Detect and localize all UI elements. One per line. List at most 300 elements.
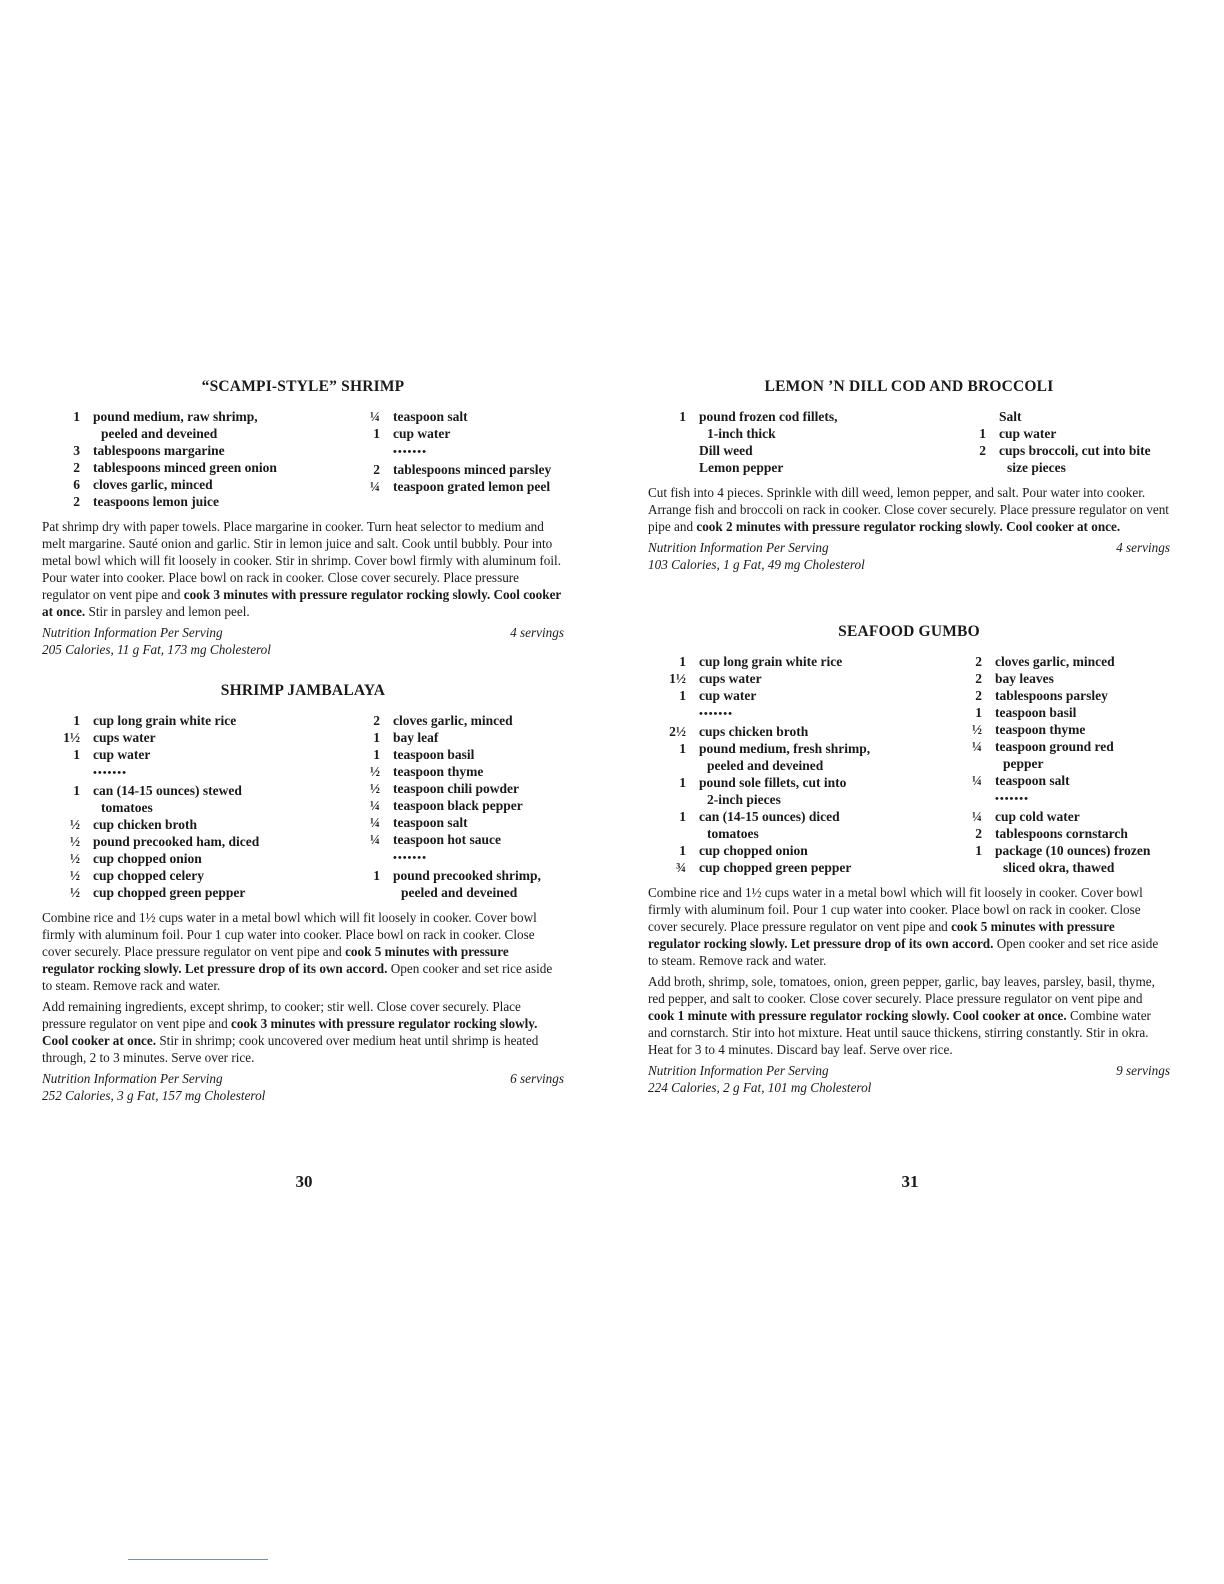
directions-emphasis: cook 5 minutes with pressure regulator rocking slowly. Let pressure drop of its own accord.	[42, 944, 509, 976]
ingredient-text: package (10 ounces) frozen	[995, 843, 1151, 858]
directions-emphasis: cook 3 minutes with pressure regulator rocking slowly. Cool cooker at once.	[42, 587, 562, 619]
ingredient-quantity: 1	[975, 843, 982, 858]
ingredient-quantity: 1	[979, 426, 986, 441]
directions-text: Cut fish into 4 pieces. Sprinkle with dill weed, lemon pepper, and salt. Pour water into cooker. Arrange fish and broccoli on rack in cooker. Close cover securely. Place pressure regulator on vent pipe and	[648, 485, 1169, 534]
servings: 6 servings	[510, 1071, 564, 1086]
ingredient-quantity: 2	[975, 671, 982, 686]
ingredient-name	[93, 833, 342, 850]
ingredient-quantity: 2	[73, 460, 80, 475]
ingredient-name	[93, 850, 342, 867]
ingredient-item	[648, 774, 944, 808]
ingredient-name	[699, 687, 944, 704]
ingredient-text: teaspoon thyme	[393, 764, 484, 779]
ingredient-quantity: 1	[679, 688, 686, 703]
recipe-title: SHRIMP JAMBALAYA	[220, 682, 386, 699]
nutrition-values: 224 Calories, 2 g Fat, 101 mg Cholesterol	[648, 1080, 872, 1095]
servings: 9 servings	[1116, 1063, 1170, 1078]
ingredient-name	[995, 653, 1170, 670]
ingredient-column	[42, 408, 342, 510]
ingredient-item	[342, 408, 564, 425]
ingredient-quantity: 1½	[669, 671, 686, 686]
directions-paragraph	[42, 998, 564, 1066]
ingredient-column	[948, 408, 1170, 476]
nutrition-header	[42, 1070, 564, 1087]
recipe	[42, 378, 564, 658]
ingredient-item	[42, 746, 342, 763]
ingredient-item	[648, 687, 944, 704]
ingredient-text: cup chopped celery	[93, 868, 204, 883]
left-page	[42, 378, 564, 1104]
ingredient-text: cloves garlic, minced	[93, 477, 213, 492]
ingredient-name	[699, 408, 948, 442]
ingredient-quantity: 3	[73, 443, 80, 458]
ingredient-item	[648, 653, 944, 670]
ingredient-continuation: 2-inch pieces	[707, 792, 781, 807]
ingredient-text: teaspoon basil	[393, 747, 475, 762]
ingredient-name	[699, 459, 948, 476]
ingredient-item	[342, 797, 564, 814]
ingredient-column	[342, 712, 564, 901]
ingredient-quantity: ½	[971, 722, 982, 737]
ingredient-continuation: peeled and deveined	[401, 885, 518, 900]
ingredient-item	[42, 459, 342, 476]
ingredient-name	[93, 476, 342, 493]
ingredient-text: Salt	[999, 409, 1022, 424]
ingredient-item	[342, 763, 564, 780]
directions-text: Open cooker and set rice aside to steam. Remove rack and water.	[648, 936, 1159, 968]
ingredient-text: cup water	[699, 688, 757, 703]
ingredient-name	[393, 867, 564, 901]
ingredient-name	[93, 442, 342, 459]
ingredient-quantity: 2	[979, 443, 986, 458]
ingredient-column	[944, 653, 1170, 876]
ingredient-text: pound medium, raw shrimp,	[93, 409, 258, 424]
ingredient-text: tablespoons margarine	[93, 443, 225, 458]
ingredient-continuation: tomatoes	[101, 800, 153, 815]
ingredient-name	[393, 831, 564, 848]
ingredient-item	[944, 670, 1170, 687]
recipe	[648, 378, 1170, 573]
nutrition-label: Nutrition Information Per Serving	[648, 540, 829, 555]
ingredient-quantity	[648, 704, 699, 723]
recipe-title: SEAFOOD GUMBO	[838, 623, 980, 640]
ingredient-quantity: 1	[679, 843, 686, 858]
ingredient-item	[42, 493, 342, 510]
ingredient-text: teaspoon basil	[995, 705, 1077, 720]
ingredient-text: tablespoons parsley	[995, 688, 1108, 703]
ingredient-quantity: 1	[73, 713, 80, 728]
ingredient-quantity: 2½	[669, 724, 686, 739]
ingredient-quantity: 1	[679, 409, 686, 424]
ingredient-quantity: 1	[679, 775, 686, 790]
ingredient-text: teaspoons lemon juice	[93, 494, 219, 509]
ingredient-continuation: peeled and deveined	[707, 758, 824, 773]
ingredient-name	[393, 442, 564, 461]
ingredient-item	[342, 712, 564, 729]
ingredient-item	[42, 476, 342, 493]
ingredient-column	[648, 408, 948, 476]
ingredient-name	[393, 478, 564, 495]
ingredient-text: pound sole fillets, cut into	[699, 775, 847, 790]
ingredient-text: cup chopped green pepper	[93, 885, 246, 900]
ingredient-quantity: 1	[373, 868, 380, 883]
ingredient-item	[648, 442, 948, 459]
nutrition-label: Nutrition Information Per Serving	[42, 1071, 223, 1086]
ingredient-name	[699, 704, 944, 723]
ingredient-item	[42, 867, 342, 884]
directions-text: Combine rice and 1½ cups water in a metal bowl which will fit loosely in cooker. Cover bowl firmly with aluminum foil. Pour 1 cup water into cooker. Place bowl on rack in cooker. Close cover securely. Place pressure regulator on vent pipe and	[648, 885, 1143, 934]
directions-paragraph	[42, 909, 564, 994]
ingredient-item	[648, 740, 944, 774]
ingredient-name	[93, 408, 342, 442]
ingredient-text: teaspoon black pepper	[393, 798, 523, 813]
ingredient-item	[342, 746, 564, 763]
ingredient-text: •••••••	[995, 793, 1029, 805]
ingredient-item	[944, 772, 1170, 789]
ingredient-item	[648, 842, 944, 859]
ingredient-item	[342, 461, 564, 478]
ingredient-quantity: ¼	[369, 479, 380, 494]
corner-rule	[128, 1559, 268, 1560]
directions-text: Combine rice and 1½ cups water in a metal bowl which will fit loosely in cooker. Cover bowl firmly with aluminum foil. Pour 1 cup water into cooker. Place bowl on rack in cooker. Close cover securely. Place pressure regulator on vent pipe and	[42, 910, 537, 959]
ingredient-quantity: ¼	[971, 773, 982, 788]
directions-emphasis: cook 5 minutes with pressure regulator rocking slowly. Let pressure drop of its own accord.	[648, 919, 1115, 951]
ingredient-text: cup long grain white rice	[93, 713, 237, 728]
ingredient-name	[995, 721, 1170, 738]
nutrition-values: 103 Calories, 1 g Fat, 49 mg Cholesterol	[648, 557, 865, 572]
ingredient-name	[995, 704, 1170, 721]
ingredient-quantity: ¼	[369, 409, 380, 424]
ingredient-text: pound precooked shrimp,	[393, 868, 541, 883]
directions-text: Open cooker and set rice aside to steam. Remove rack and water.	[42, 961, 553, 993]
nutrition-label: Nutrition Information Per Serving	[648, 1063, 829, 1078]
ingredient-item	[342, 814, 564, 831]
directions-paragraph	[648, 973, 1170, 1058]
ingredient-text: pound frozen cod fillets,	[699, 409, 838, 424]
ingredient-quantity: 1	[373, 747, 380, 762]
nutrition-info	[648, 1062, 1170, 1096]
page-number-left: 30	[295, 1172, 313, 1191]
ingredient-list	[648, 408, 1170, 476]
ingredient-quantity: 1	[73, 409, 80, 424]
ingredient-item	[342, 831, 564, 848]
ingredient-item	[648, 808, 944, 842]
directions-emphasis: cook 3 minutes with pressure regulator rocking slowly. Cool cooker at once.	[42, 1016, 538, 1048]
directions-paragraph	[42, 518, 564, 620]
ingredient-name	[393, 729, 564, 746]
ingredient-name	[393, 797, 564, 814]
ingredient-item	[944, 842, 1170, 876]
recipe	[42, 682, 564, 1104]
directions-paragraph	[648, 484, 1170, 535]
ingredient-continuation: pepper	[1003, 756, 1044, 771]
ingredient-quantity: ½	[69, 851, 80, 866]
ingredient-quantity: ¾	[675, 860, 686, 875]
ingredient-text: teaspoon salt	[995, 773, 1070, 788]
ingredient-name	[93, 712, 342, 729]
ingredient-name	[699, 808, 944, 842]
ingredient-text: tablespoons minced green onion	[93, 460, 277, 475]
ingredient-name	[393, 408, 564, 425]
ingredient-continuation: size pieces	[1007, 460, 1066, 475]
ingredient-text: •••••••	[393, 446, 427, 458]
ingredient-text: Dill weed	[699, 443, 753, 458]
ingredient-name	[93, 884, 342, 901]
ingredient-quantity: ¼	[369, 798, 380, 813]
ingredient-text: teaspoon grated lemon peel	[393, 479, 551, 494]
ingredient-item	[42, 850, 342, 867]
directions-emphasis: cook 1 minute with pressure regulator rocking slowly. Cool cooker at once.	[648, 1008, 1067, 1023]
ingredient-name	[93, 782, 342, 816]
ingredient-name	[995, 738, 1170, 772]
ingredient-name	[393, 461, 564, 478]
ingredient-name	[699, 740, 944, 774]
ingredient-text: Lemon pepper	[699, 460, 784, 475]
ingredient-text: teaspoon salt	[393, 815, 468, 830]
ingredient-name	[699, 859, 944, 876]
ingredient-item	[648, 670, 944, 687]
ingredient-text: pound medium, fresh shrimp,	[699, 741, 871, 756]
nutrition-label: Nutrition Information Per Serving	[42, 625, 223, 640]
ingredient-quantity: 1	[975, 705, 982, 720]
ingredient-name	[93, 763, 342, 782]
recipe-spacer	[42, 658, 564, 682]
ingredient-text: cloves garlic, minced	[393, 713, 513, 728]
ingredient-text: cups water	[93, 730, 156, 745]
ingredient-quantity	[948, 408, 999, 425]
nutrition-header	[648, 539, 1170, 556]
ingredient-text: tablespoons minced parsley	[393, 462, 552, 477]
ingredient-text: cups chicken broth	[699, 724, 809, 739]
ingredient-name	[393, 848, 564, 867]
ingredient-text: teaspoon thyme	[995, 722, 1086, 737]
ingredient-name	[995, 772, 1170, 789]
ingredient-item	[42, 442, 342, 459]
ingredient-text: tablespoons cornstarch	[995, 826, 1128, 841]
directions-text: Pat shrimp dry with paper towels. Place margarine in cooker. Turn heat selector to medium and melt margarine. Sauté onion and garlic. Stir in lemon juice and salt. Cook until bubbly. Pour into metal bowl which will fit loosely in cooker. Stir in shrimp. Cover bowl firmly with aluminum foil. Pour water into cooker. Place bowl on rack in cooker. Close cover securely. Place pressure regulator on vent pipe and	[42, 519, 562, 602]
servings: 4 servings	[510, 625, 564, 640]
ingredient-item	[944, 704, 1170, 721]
ingredient-quantity	[342, 848, 393, 867]
ingredient-quantity: 1	[73, 747, 80, 762]
ingredient-item	[944, 789, 1170, 808]
ingredient-continuation: 1-inch thick	[707, 426, 776, 441]
ingredient-quantity	[42, 763, 93, 782]
ingredient-quantity: ¼	[369, 815, 380, 830]
ingredient-text: cup chopped onion	[93, 851, 202, 866]
ingredient-quantity: ½	[369, 764, 380, 779]
ingredient-name	[393, 780, 564, 797]
ingredient-text: cup long grain white rice	[699, 654, 843, 669]
ingredient-item	[342, 780, 564, 797]
ingredient-text: cup chopped onion	[699, 843, 808, 858]
ingredient-item	[42, 816, 342, 833]
ingredient-item	[342, 848, 564, 867]
ingredient-name	[699, 670, 944, 687]
ingredient-quantity: 2	[373, 462, 380, 477]
ingredient-item	[944, 687, 1170, 704]
nutrition-header	[42, 624, 564, 641]
recipe	[648, 623, 1170, 1096]
ingredient-item	[342, 425, 564, 442]
ingredient-text: cup cold water	[995, 809, 1080, 824]
ingredient-name	[699, 442, 948, 459]
nutrition-info	[42, 1070, 564, 1104]
nutrition-header	[648, 1062, 1170, 1079]
ingredient-quantity: ½	[69, 885, 80, 900]
ingredient-quantity: ½	[69, 834, 80, 849]
directions-text: Add remaining ingredients, except shrimp, to cooker; stir well. Close cover securely. Place pressure regulator on vent pipe and	[42, 999, 521, 1031]
directions-text: Stir in parsley and lemon peel.	[85, 604, 250, 619]
ingredient-name	[393, 763, 564, 780]
ingredient-quantity	[342, 442, 393, 461]
ingredient-text: bay leaves	[995, 671, 1054, 686]
directions-paragraph	[648, 884, 1170, 969]
ingredient-text: cups broccoli, cut into bite	[999, 443, 1151, 458]
ingredient-text: cloves garlic, minced	[995, 654, 1115, 669]
ingredient-text: cup chopped green pepper	[699, 860, 852, 875]
ingredient-text: cup water	[393, 426, 451, 441]
ingredient-name	[93, 729, 342, 746]
ingredient-name	[93, 816, 342, 833]
ingredient-item	[342, 729, 564, 746]
ingredient-text: pound precooked ham, diced	[93, 834, 260, 849]
ingredient-item	[648, 723, 944, 740]
ingredient-text: cups water	[699, 671, 762, 686]
ingredient-name	[995, 789, 1170, 808]
ingredient-quantity: ½	[69, 868, 80, 883]
ingredient-quantity: 1	[679, 741, 686, 756]
page-number-right: 31	[901, 1172, 919, 1191]
nutrition-values: 205 Calories, 11 g Fat, 173 mg Cholesterol	[42, 642, 271, 657]
ingredient-name	[699, 723, 944, 740]
ingredient-quantity: 2	[975, 826, 982, 841]
nutrition-info	[42, 624, 564, 658]
recipe-title: LEMON ’N DILL COD AND BROCCOLI	[764, 378, 1054, 395]
ingredient-quantity: 1	[373, 730, 380, 745]
ingredient-quantity: ½	[369, 781, 380, 796]
ingredient-continuation: tomatoes	[707, 826, 759, 841]
ingredient-item	[42, 408, 342, 442]
ingredient-quantity	[648, 459, 699, 476]
ingredient-item	[944, 825, 1170, 842]
nutrition-values: 252 Calories, 3 g Fat, 157 mg Cholesterol	[42, 1088, 266, 1103]
ingredient-item	[42, 729, 342, 746]
ingredient-name	[393, 712, 564, 729]
ingredient-quantity: 1	[679, 654, 686, 669]
recipe-title: “SCAMPI-STYLE” SHRIMP	[201, 378, 405, 395]
ingredient-quantity: 1	[373, 426, 380, 441]
ingredient-item	[42, 763, 342, 782]
ingredient-quantity: 1½	[63, 730, 80, 745]
ingredient-column	[648, 653, 944, 876]
nutrition-info	[648, 539, 1170, 573]
ingredient-name	[995, 842, 1170, 876]
ingredient-item	[42, 712, 342, 729]
ingredient-item	[648, 859, 944, 876]
ingredient-item	[342, 867, 564, 901]
ingredient-name	[995, 670, 1170, 687]
ingredient-item	[944, 738, 1170, 772]
ingredient-name	[393, 814, 564, 831]
ingredient-quantity: ¼	[369, 832, 380, 847]
ingredient-name	[999, 408, 1170, 425]
ingredient-quantity	[944, 789, 995, 808]
ingredient-item	[944, 653, 1170, 670]
ingredient-continuation: sliced okra, thawed	[1003, 860, 1115, 875]
ingredient-text: teaspoon ground red	[995, 739, 1114, 754]
ingredient-name	[93, 746, 342, 763]
ingredient-quantity: ¼	[971, 739, 982, 754]
ingredient-item	[944, 721, 1170, 738]
ingredient-text: can (14-15 ounces) diced	[699, 809, 840, 824]
ingredient-name	[699, 842, 944, 859]
ingredient-quantity: 2	[73, 494, 80, 509]
ingredient-name	[393, 746, 564, 763]
ingredient-quantity: ¼	[971, 809, 982, 824]
ingredient-quantity: 1	[679, 809, 686, 824]
ingredient-text: cup water	[93, 747, 151, 762]
ingredient-text: •••••••	[699, 708, 733, 720]
ingredient-item	[648, 408, 948, 442]
ingredient-item	[948, 442, 1170, 476]
ingredient-name	[699, 653, 944, 670]
ingredient-list	[648, 653, 1170, 876]
ingredient-text: cup water	[999, 426, 1057, 441]
ingredient-name	[995, 687, 1170, 704]
ingredient-text: •••••••	[93, 767, 127, 779]
servings: 4 servings	[1116, 540, 1170, 555]
ingredient-name	[995, 825, 1170, 842]
ingredient-text: teaspoon chili powder	[393, 781, 520, 796]
ingredient-text: can (14-15 ounces) stewed	[93, 783, 242, 798]
ingredient-item	[342, 442, 564, 461]
ingredient-item	[42, 782, 342, 816]
directions-text: Combine water and cornstarch. Stir into hot mixture. Heat until sauce thickens, stirring constantly. Stir in okra. Heat for 3 to 4 minutes. Discard bay leaf. Serve over rice.	[648, 1008, 1151, 1057]
ingredient-item	[944, 808, 1170, 825]
ingredient-quantity: 2	[373, 713, 380, 728]
ingredient-name	[393, 425, 564, 442]
ingredient-name	[93, 493, 342, 510]
ingredient-quantity: 1	[73, 783, 80, 798]
ingredient-item	[42, 884, 342, 901]
ingredient-name	[999, 442, 1170, 476]
ingredient-quantity: 6	[73, 477, 80, 492]
ingredient-name	[699, 774, 944, 808]
ingredient-text: bay leaf	[393, 730, 439, 745]
ingredient-quantity: ½	[69, 817, 80, 832]
ingredient-item	[648, 704, 944, 723]
ingredient-item	[648, 459, 948, 476]
ingredient-item	[42, 833, 342, 850]
ingredient-name	[999, 425, 1170, 442]
ingredient-text: •••••••	[393, 852, 427, 864]
ingredient-text: teaspoon hot sauce	[393, 832, 502, 847]
right-page	[648, 378, 1170, 1096]
ingredient-list	[42, 408, 564, 510]
ingredient-quantity: 2	[975, 688, 982, 703]
ingredient-continuation: peeled and deveined	[101, 426, 218, 441]
ingredient-name	[93, 867, 342, 884]
ingredient-quantity	[648, 442, 699, 459]
ingredient-item	[948, 425, 1170, 442]
directions-text: Add broth, shrimp, sole, tomatoes, onion, green pepper, garlic, bay leaves, parsley, basil, thyme, red pepper, and salt to cooker. Close cover securely. Place pressure regulator on vent pipe and	[648, 974, 1155, 1006]
ingredient-column	[42, 712, 342, 901]
ingredient-list	[42, 712, 564, 901]
directions-emphasis: cook 2 minutes with pressure regulator rocking slowly. Cool cooker at once.	[696, 519, 1121, 534]
ingredient-name	[93, 459, 342, 476]
ingredient-column	[342, 408, 564, 510]
